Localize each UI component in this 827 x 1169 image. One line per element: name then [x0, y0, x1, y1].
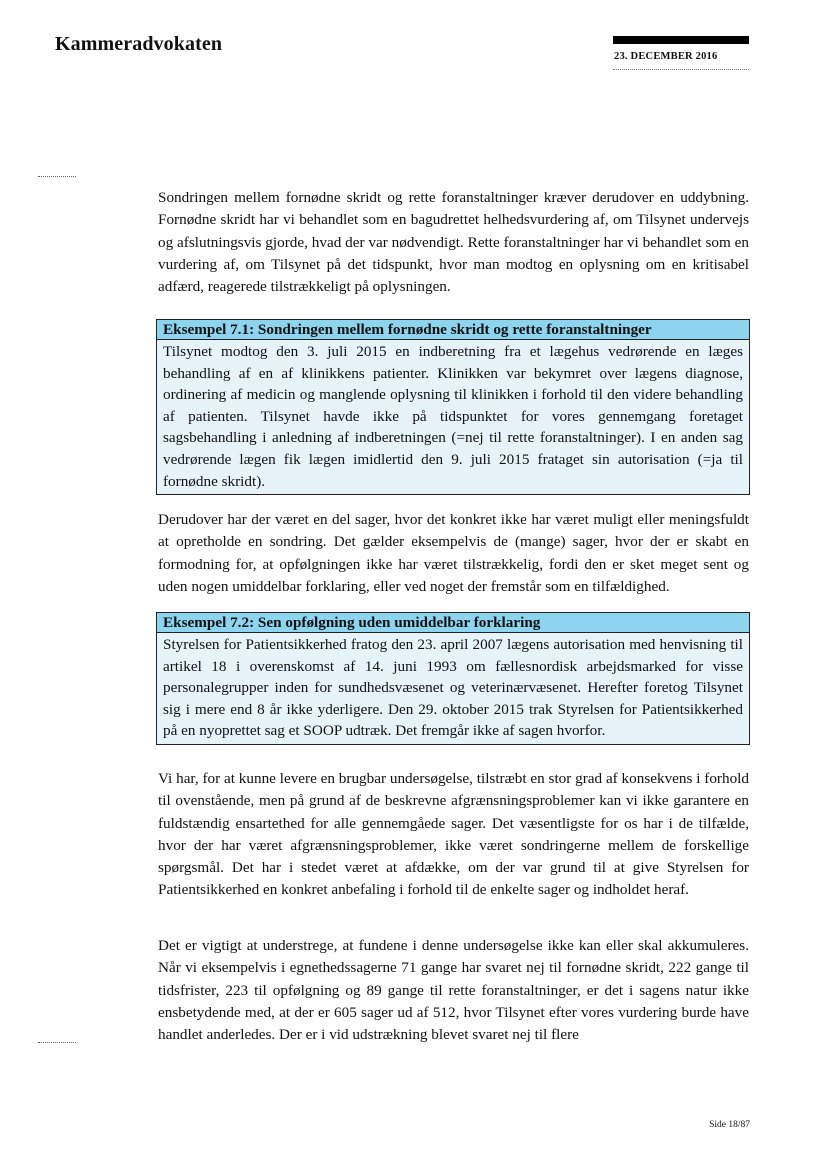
header-date-bar [613, 36, 749, 44]
example-box-7-1 [156, 319, 750, 495]
paragraph-3-container [158, 768, 749, 902]
example-body: Styrelsen for Patientsikkerhed fratog den 23. april 2007 lægens autorisation med henvisning til artikel 18 i overenskomst af 14. juni 1993 om fællesnordisk arbejdsmarked for visse personalegrupper inden for sundhedsvæsenet og veterinærvæsenet. Herefter foretog Tilsynet sig i mere end 8 år ikke yderligere. Den 29. oktober 2015 trak Styrelsen for Patientsikkerhed på en nyoprettet sag et SOOP udtræk. Det fremgår ikke af sagen hvorfor. [163, 636, 743, 740]
body-paragraph: Vi har, for at kunne levere en brugbar undersøgelse, tilstræbt en stor grad af konsekvens i forhold til ovenstående, men på grund af de beskrevne afgrænsningsproblemer kan vi ikke garantere en fuldstændig ensartethed for alle gennemgåede sager. Det væsentligste for os har i de tilfælde, hvor der har været afgrænsningsproblemer, ikke været sondringerne mellem de forskellige spørgsmål. Det har i stedet været at afdække, om der var grund til at give Styrelsen for Patientsikkerhed en konkret anbefaling i forhold til de enkelte sager og indholdet heraf. [158, 770, 749, 899]
header-date: 23. DECEMBER 2016 [614, 51, 718, 62]
header-date-divider [613, 69, 749, 70]
paragraph-2-container [158, 509, 749, 598]
example-title: Eksempel 7.2: Sen opfølgning uden umiddelbar forklaring [157, 613, 749, 633]
example-body: Tilsynet modtog den 3. juli 2015 en indberetning fra et lægehus vedrørende en læges behandling af en af klinikkens patienter. Klinikken var bekymret over lægens diagnose, ordinering af medicin og manglende oplysning til klinikken i forhold til den videre behandling af patienten. Tilsynet havde ikke på tidspunktet for vores gennemgang foretaget sagsbehandling i anledning af indberetningen (=nej til rette foranstaltninger). I en anden sag vedrørende lægen fik lægen imidlertid den 9. juli 2015 frataget sin autorisation (=ja til fornødne skridt). [163, 343, 743, 490]
body-paragraph: Sondringen mellem fornødne skridt og rette foranstaltninger kræver derudover en uddybning. Fornødne skridt har vi behandlet som en bagudrettet helhedsvurdering af, om Tilsynet undervejs og afslutningsvis gjorde, hvad der var nødvendigt. Rette foranstaltninger har vi behandlet som en vurdering af, om Tilsynet på det tidspunkt, hvor man modtog en oplysning om en kritisabel adfærd, reagerede tilstrækkeligt på oplysningen. [158, 189, 749, 296]
paragraph-4-container [158, 935, 749, 1046]
margin-marker-top [38, 176, 76, 177]
page-number: Side 18/87 [709, 1120, 750, 1130]
body-paragraph: Derudover har der været en del sager, hvor det konkret ikke har været muligt eller meningsfuldt at opretholde en sondring. Det gælder eksempelvis de (mange) sager, hvor der er skabt en formodning for, at opfølgningen ikke har været tilstrækkelig, fordi den er sket meget sent og uden nogen umiddelbar forklaring, eller ved noget der fremstår som en tilfældighed. [158, 511, 749, 595]
kammeradvokaten-logo: Kammeradvokaten [55, 33, 223, 55]
body-paragraph: Det er vigtigt at understrege, at fundene i denne undersøgelse ikke kan eller skal akkumuleres. Når vi eksempelvis i egnethedssagerne 71 gange har svaret nej til fornødne skridt, 222 gange til tidsfrister, 223 til opfølgning og 89 gange til rette foranstaltninger, er det i sagens natur ikke ensbetydende med, at der er 605 sager ud af 512, hvor Tilsynet efter vores vurdering burde have handlet anderledes. Der er i vid udstrækning blevet svaret nej til flere [158, 937, 749, 1044]
margin-marker-bottom [38, 1042, 76, 1043]
example-box-7-2 [156, 612, 750, 745]
paragraph-1-container [158, 187, 749, 298]
example-title: Eksempel 7.1: Sondringen mellem fornødne skridt og rette foranstaltninger [157, 320, 749, 340]
